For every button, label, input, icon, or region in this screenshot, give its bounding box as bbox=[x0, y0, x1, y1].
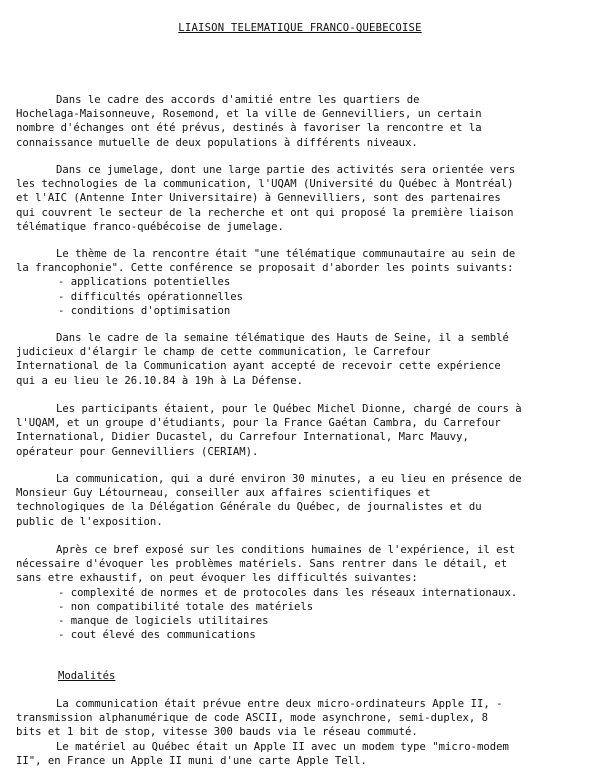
text-line: Les participants étaient, pour le Québec Michel Dionne, chargé de cours à bbox=[56, 403, 522, 415]
list-item: - cout élevé des communications bbox=[58, 629, 256, 642]
text-line: sans etre exhaustif, on peut évoquer les difficultés suivantes: bbox=[16, 572, 418, 585]
text-line: les technologies de la communication, l'UQAM (Université du Québec à Montréal) bbox=[16, 178, 514, 191]
list-item: - conditions d'optimisation bbox=[58, 304, 231, 317]
paragraph-5 bbox=[16, 402, 591, 459]
text-line: l'UQAM, et un groupe d'étudiants, pour la France Gaétan Cambra, du Carrefour bbox=[16, 417, 501, 430]
paragraph-7 bbox=[16, 543, 591, 642]
text-line: International de la Communication ayant accepté de recevoir cette expérience bbox=[16, 360, 501, 373]
text-line: Hochelaga-Maisonneuve, Rosemond, et la ville de Gennevilliers, un certain bbox=[16, 108, 482, 121]
paragraph-2 bbox=[16, 163, 591, 234]
list-item: - manque de logiciels utilitaires bbox=[58, 615, 269, 628]
text-line: judicieux d'élargir le champ de cette communication, le Carrefour bbox=[16, 346, 431, 359]
list-item: - complexité de normes et de protocoles dans les réseaux internationaux. bbox=[58, 586, 518, 599]
text-line: La communication était prévue entre deux micro-ordinateurs Apple II, - bbox=[56, 698, 503, 710]
text-line: Dans ce jumelage, dont une large partie des activités sera orientée vers bbox=[56, 164, 516, 176]
text-line: public de l'exposition. bbox=[16, 515, 163, 528]
text-line: technologiques de la Délégation Générale du Québec, de journalistes et du bbox=[16, 501, 482, 514]
text-line: Après ce bref exposé sur les conditions humaines de l'expérience, il est bbox=[56, 544, 516, 556]
paragraph-3 bbox=[16, 247, 591, 318]
text-line: Le thème de la rencontre était "une télématique communautaire au sein de bbox=[56, 248, 516, 260]
paragraph-6 bbox=[16, 472, 591, 529]
text-line: la francophonie". Cette conférence se proposait d'aborder les points suivants: bbox=[16, 262, 514, 275]
text-line: opérateur pour Gennevilliers (CERIAM). bbox=[16, 445, 259, 458]
text-line: nombre d'échanges ont été prévus, destinés à favoriser la rencontre et la bbox=[16, 122, 482, 135]
text-line: télématique franco-québécoise de jumelage. bbox=[16, 220, 284, 233]
paragraph-1 bbox=[16, 93, 591, 150]
text-line: connaissance mutuelle de deux populations à différents niveaux. bbox=[16, 136, 418, 149]
text-line: La communication, qui a duré environ 30 minutes, a eu lieu en présence de bbox=[56, 473, 522, 485]
paragraph-8 bbox=[16, 697, 591, 768]
text-line: Dans le cadre de la semaine télématique des Hauts de Seine, il a semblé bbox=[56, 332, 509, 344]
list-item: - non compatibilité totale des matériels bbox=[58, 600, 314, 613]
text-line: II", en France un Apple II muni d'une carte Apple Tell. bbox=[16, 754, 367, 767]
text-line: nécessaire d'évoquer les problèmes matériels. Sans rentrer dans le détail, et bbox=[16, 558, 508, 571]
text-line: International, Didier Ducastel, du Carrefour International, Marc Mauvy, bbox=[16, 431, 469, 444]
paragraph-4 bbox=[16, 331, 591, 388]
text-line: qui couvrent le secteur de la recherche et ont qui proposé la première liaison bbox=[16, 206, 514, 219]
list-item: - applications potentielles bbox=[58, 276, 231, 289]
document-title: LIAISON TELEMATIQUE FRANCO-QUEBECOISE bbox=[178, 22, 422, 34]
text-line: transmission alphanumérique de code ASCII, mode asynchrone, semi-duplex, 8 bbox=[16, 712, 488, 725]
text-line: qui a eu lieu le 26.10.84 à 19h à La Défense. bbox=[16, 374, 304, 387]
text-line: Dans le cadre des accords d'amitié entre les quartiers de bbox=[56, 94, 420, 106]
text-line: Le matériel au Québec était un Apple II avec un modem type "micro-modem bbox=[56, 740, 509, 753]
text-line: bits et 1 bit de stop, vitesse 300 bauds via le réseau commuté. bbox=[16, 726, 418, 739]
text-line: et l'AIC (Antenne Inter Universitaire) à Gennevilliers, sont des partenaires bbox=[16, 192, 501, 205]
section-heading-modalites: Modalités bbox=[58, 670, 116, 682]
list-item: - difficultés opérationnelles bbox=[58, 290, 243, 303]
text-line: Monsieur Guy Létourneau, conseiller aux affaires scientifiques et bbox=[16, 487, 431, 500]
